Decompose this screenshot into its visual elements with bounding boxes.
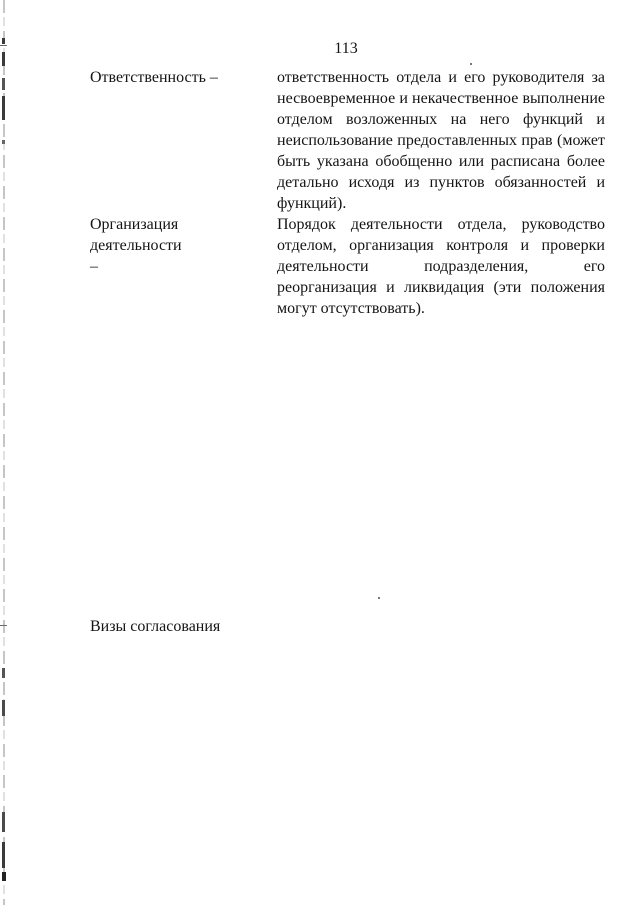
scan-speck xyxy=(470,63,472,65)
scan-artifact-segment xyxy=(2,842,5,868)
scan-artifact-segment xyxy=(2,812,5,832)
scan-artifact-segment xyxy=(2,96,5,120)
scan-artifact-segment xyxy=(2,52,5,66)
scan-artifact-segment xyxy=(2,140,5,144)
scan-artifact-tick xyxy=(0,45,7,46)
scan-speck xyxy=(378,597,380,599)
term-line: – xyxy=(90,258,98,275)
scan-artifact-tick xyxy=(0,625,7,626)
definition-list xyxy=(90,67,605,319)
definition-row xyxy=(90,67,605,214)
scan-artifact-segment xyxy=(2,668,5,678)
scan-artifact-line xyxy=(3,0,5,905)
scan-artifact-segment xyxy=(2,700,5,716)
page-number: 113 xyxy=(334,40,358,57)
definition-row xyxy=(90,214,605,319)
term-label xyxy=(90,67,273,88)
scan-artifact-segment xyxy=(2,78,5,90)
term-line: Организация деятельности xyxy=(90,216,182,254)
scan-artifact-segment xyxy=(2,38,5,44)
scan-artifact-segment xyxy=(2,872,6,881)
definition-text: ответственность отдела и его руководителя за несвоевременное и некачественное выполнение отделом возложенных на него функций и неиспользование предоставленных прав (может быть указана обобщенно или расписана более детально исходя из пунктов обязанностей и функций). xyxy=(277,69,605,212)
term-label xyxy=(90,214,273,277)
approval-visas-heading: Визы согласования xyxy=(90,618,221,635)
definition-text: Порядок деятельности отдела, руководство отделом, организация контроля и проверки деятельности подразделения, его реорганизация и ликвидация (эти положения могут отсутствовать). xyxy=(277,216,605,317)
term-line: Ответственность – xyxy=(90,69,218,86)
